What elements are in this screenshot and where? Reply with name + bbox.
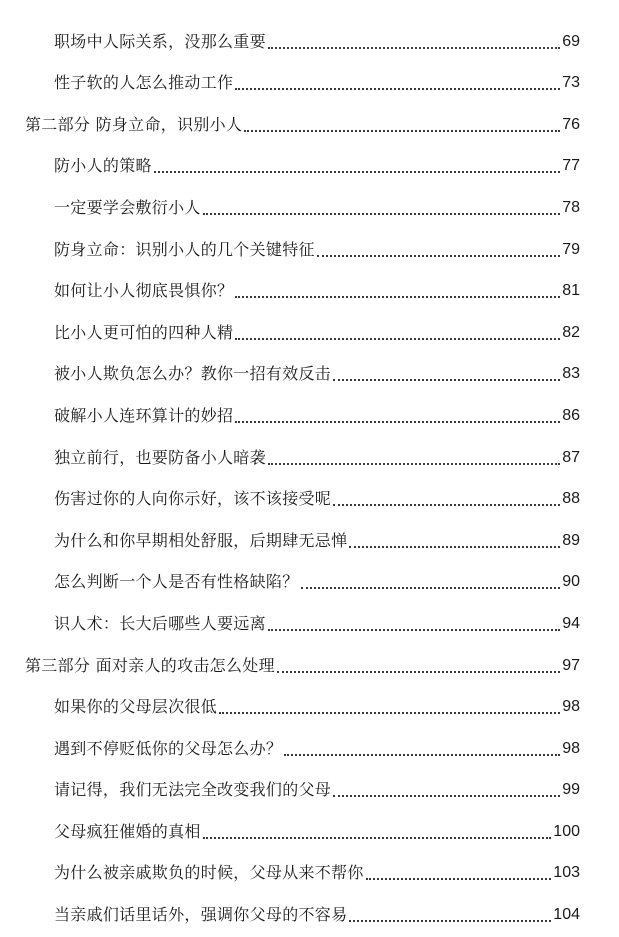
toc-page-number: 104 (553, 906, 580, 924)
toc-entry[interactable] (0, 432, 619, 474)
toc-entry-title: 怎么判断一个人是否有性格缺陷？ (54, 572, 299, 592)
toc-page-number: 76 (562, 115, 580, 133)
toc-entry-title: 一定要学会敷衍小人 (54, 197, 201, 217)
toc-entry-title: 被小人欺负怎么办？教你一招有效反击 (54, 364, 332, 384)
toc-entry[interactable] (0, 58, 619, 100)
dot-leader (235, 421, 560, 423)
toc-entry[interactable] (0, 182, 619, 224)
toc-page-number: 89 (562, 531, 580, 549)
toc-entry-title: 遇到不停贬低你的父母怎么办？ (54, 738, 283, 758)
toc-page-number: 82 (562, 323, 580, 341)
toc-page-number: 81 (562, 282, 580, 300)
dot-leader (333, 504, 560, 506)
dot-leader (301, 587, 561, 589)
toc-entry[interactable] (0, 723, 619, 765)
toc-entry[interactable] (0, 598, 619, 640)
dot-leader (349, 920, 551, 922)
toc-entry[interactable] (0, 266, 619, 308)
toc-entry-title: 防身立命：识别小人的几个关键特征 (54, 239, 315, 259)
toc-entry[interactable] (0, 16, 619, 58)
toc-entry[interactable] (0, 515, 619, 557)
toc-entry-title: 独立前行，也要防备小人暗袭 (54, 447, 266, 467)
toc-page-number: 103 (553, 864, 580, 882)
toc-page-number: 98 (562, 698, 580, 716)
toc-page-number: 69 (562, 32, 580, 50)
toc-entry[interactable] (0, 390, 619, 432)
toc-entry-title: 为什么被亲戚欺负的时候，父母从来不帮你 (54, 863, 364, 883)
toc-entry-title: 职场中人际关系，没那么重要 (54, 31, 266, 51)
toc-entry-title: 第二部分 防身立命，识别小人 (25, 114, 243, 134)
toc-entry[interactable] (0, 349, 619, 391)
dot-leader (268, 47, 560, 49)
dot-leader (235, 338, 560, 340)
dot-leader (203, 213, 561, 215)
toc-entry-title: 识人术：长大后哪些人要远离 (54, 613, 266, 633)
dot-leader (317, 255, 560, 257)
toc-page-number: 97 (562, 656, 580, 674)
dot-leader (284, 754, 560, 756)
toc-part-heading[interactable] (0, 99, 619, 141)
toc-entry[interactable] (0, 557, 619, 599)
toc-page-number: 77 (562, 157, 580, 175)
toc-page-number: 98 (562, 739, 580, 757)
toc-entry-title: 破解小人连环算计的妙招 (54, 405, 234, 425)
toc-entry[interactable] (0, 806, 619, 848)
dot-leader (277, 671, 560, 673)
toc-entry-title: 第三部分 面对亲人的攻击怎么处理 (25, 655, 275, 675)
toc-entry-title: 比小人更可怕的四种人精 (54, 322, 234, 342)
toc-entry[interactable] (0, 141, 619, 183)
dot-leader (333, 795, 560, 797)
dot-leader (235, 296, 560, 298)
table-of-contents (0, 16, 619, 931)
toc-part-heading[interactable] (0, 640, 619, 682)
toc-page-number: 100 (553, 822, 580, 840)
toc-entry[interactable] (0, 474, 619, 516)
toc-entry-title: 防小人的策略 (54, 156, 152, 176)
toc-entry-title: 当亲戚们话里话外，强调你父母的不容易 (54, 905, 348, 925)
toc-page-number: 79 (562, 240, 580, 258)
dot-leader (268, 629, 560, 631)
toc-entry-title: 父母疯狂催婚的真相 (54, 821, 201, 841)
toc-entry-title: 伤害过你的人向你示好，该不该接受呢 (54, 489, 332, 509)
dot-leader (268, 463, 560, 465)
dot-leader (333, 379, 560, 381)
dot-leader (235, 88, 560, 90)
toc-page-number: 83 (562, 365, 580, 383)
dot-leader (203, 837, 552, 839)
toc-entry-title: 请记得，我们无法完全改变我们的父母 (54, 780, 332, 800)
toc-entry-title: 如何让小人彻底畏惧你？ (54, 281, 234, 301)
dot-leader (349, 546, 560, 548)
toc-entry-title: 为什么和你早期相处舒服，后期肆无忌惮 (54, 530, 348, 550)
toc-page-number: 73 (562, 74, 580, 92)
dot-leader (154, 171, 560, 173)
dot-leader (366, 878, 552, 880)
toc-entry[interactable] (0, 765, 619, 807)
toc-entry[interactable] (0, 682, 619, 724)
toc-entry[interactable] (0, 307, 619, 349)
dot-leader (219, 712, 560, 714)
toc-entry[interactable] (0, 224, 619, 266)
toc-entry-title: 性子软的人怎么推动工作 (54, 73, 234, 93)
toc-page-number: 78 (562, 198, 580, 216)
toc-page-number: 88 (562, 490, 580, 508)
toc-page-number: 90 (562, 573, 580, 591)
toc-entry-title: 如果你的父母层次很低 (54, 697, 218, 717)
toc-page-number: 99 (562, 781, 580, 799)
toc-page-number: 86 (562, 406, 580, 424)
toc-page-number: 94 (562, 614, 580, 632)
dot-leader (244, 130, 560, 132)
toc-entry[interactable] (0, 848, 619, 890)
toc-page-number: 87 (562, 448, 580, 466)
toc-entry[interactable] (0, 889, 619, 931)
